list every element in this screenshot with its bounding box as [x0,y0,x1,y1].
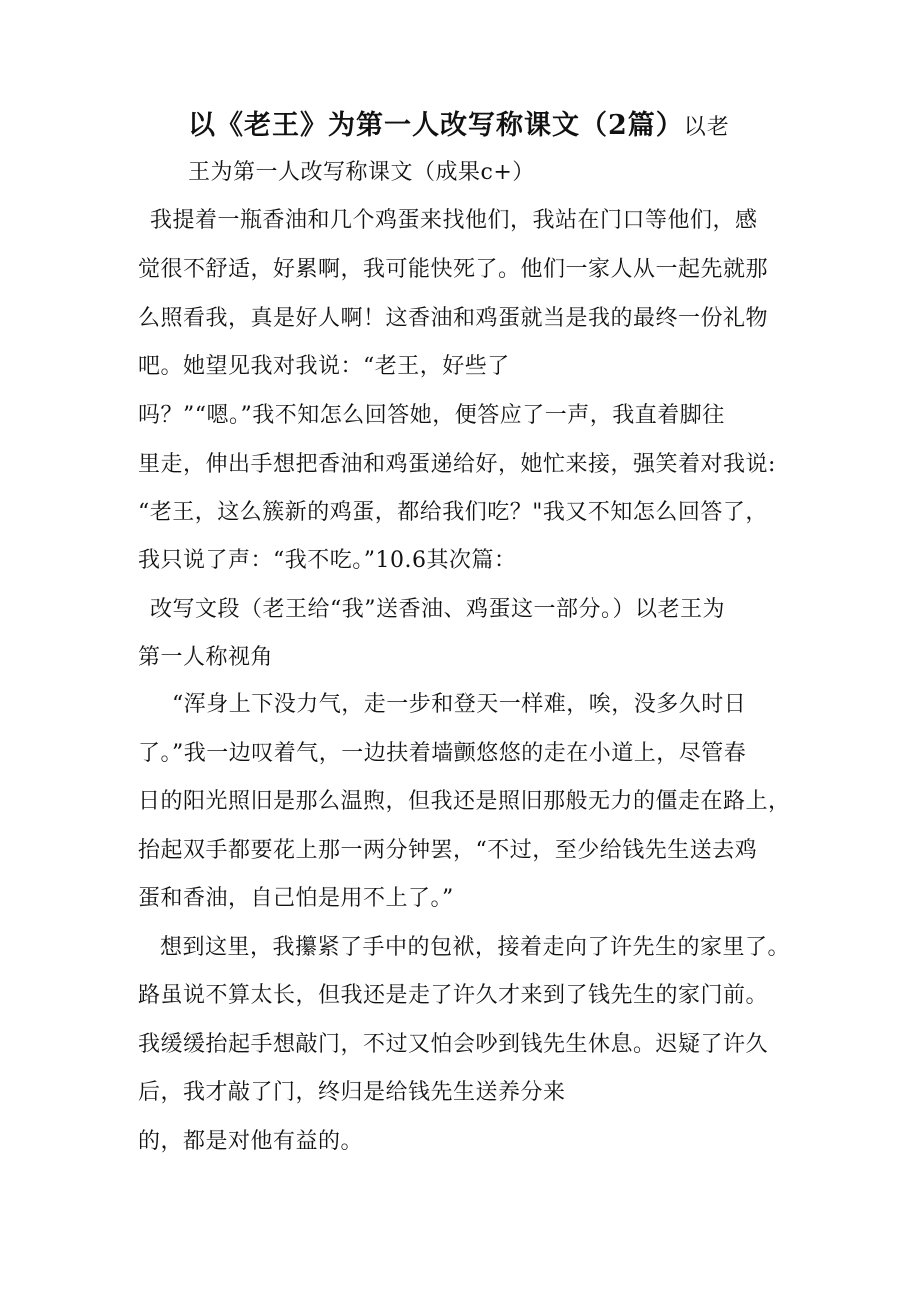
body-line-8: 我只说了声：“我不吃。”10.6其次篇： [138,548,517,573]
title-tail-text: 以老 [683,115,730,140]
body-line-18: 我缓缓抬起手想敲门，不过又怕会吵到钱先生休息。迟疑了许久 [138,1032,769,1057]
body-line-1: 我提着一瓶香油和几个鸡蛋来找他们，我站在门口等他们，感 [150,208,758,233]
body-line-14: 抬起双手都要花上那一两分钟罢，“不过，至少给钱先生送去鸡 [138,838,758,863]
title-line-2: 王为第一人改写称课文（成果c+） [188,160,535,185]
body-line-9: 改写文段（老王给“我”送香油、鸡蛋这一部分。）以老王为 [150,597,725,622]
body-line-20: 的，都是对他有益的。 [138,1129,364,1154]
body-line-13: 日的阳光照旧是那么温煦，但我还是照旧那般无力的僵走在路上， [138,789,791,814]
title-line-1 [188,112,730,142]
body-line-17: 路虽说不算太长，但我还是走了许久才来到了钱先生的家门前。 [138,983,769,1008]
body-line-3: 么照看我，真是好人啊！这香油和鸡蛋就当是我的最终一份礼物 [138,306,769,331]
body-line-5: 吗？”“嗯。”我不知怎么回答她，便答应了一声，我直着脚往 [138,403,725,428]
body-line-7: “老王，这么簇新的鸡蛋，都给我们吃？"我又不知怎么回答了， [138,500,768,525]
body-line-10: 第一人称视角 [138,645,274,670]
body-line-6: 里走，伸出手想把香油和鸡蛋递给好，她忙来接，强笑着对我说: [138,452,776,477]
body-line-11: “浑身上下没力气，走一步和登天一样难，唉，没多久时日 [172,692,747,717]
body-line-16: 想到这里，我攥紧了手中的包袱，接着走向了许先生的家里了。 [160,935,791,960]
body-line-2: 觉很不舒适，好累啊，我可能快死了。他们一家人从一起先就那 [138,257,769,282]
body-line-19: 后，我才敲了门，终归是给钱先生送养分来 [138,1080,566,1105]
body-line-12: 了。”我一边叹着气，一边扶着墙颤悠悠的走在小道上，尽管春 [138,741,747,766]
body-line-15: 蛋和香油，自己怕是用不上了。” [138,886,454,911]
body-line-4: 吧。她望见我对我说：“老王，好些了 [138,354,510,379]
title-main-text: 以《老王》为第一人改写称课文（2篇） [188,110,684,141]
